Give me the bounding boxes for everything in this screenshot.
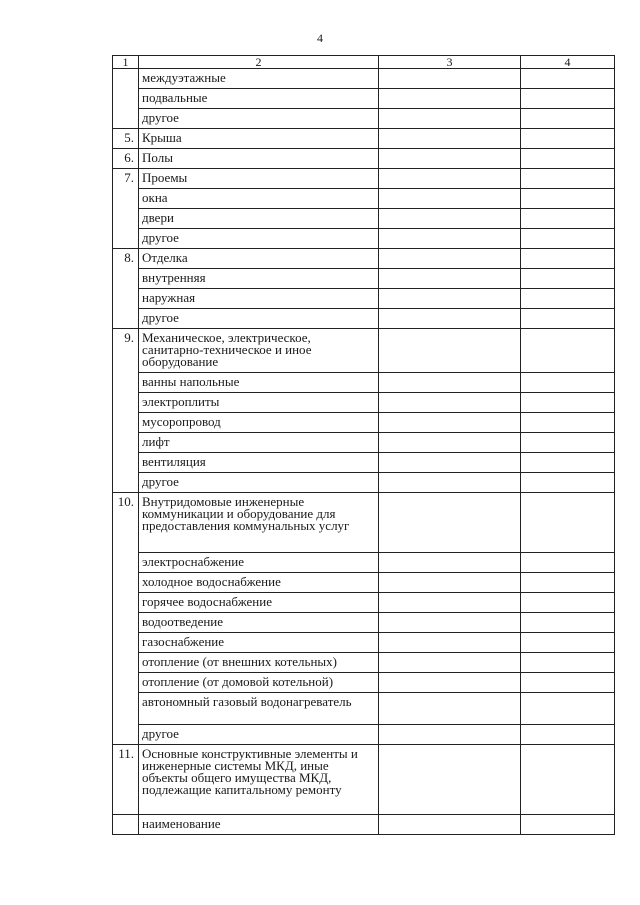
table-row <box>113 309 615 329</box>
value-cell-3[interactable] <box>379 289 521 309</box>
row-number <box>113 69 139 89</box>
table-row <box>113 169 615 189</box>
row-label: ванны напольные <box>139 373 379 393</box>
row-label: холодное водоснабжение <box>139 573 379 593</box>
value-cell-4[interactable] <box>521 493 615 553</box>
row-label: автономный газовый водонагреватель <box>139 693 379 725</box>
table-row <box>113 745 615 815</box>
table-row <box>113 815 615 835</box>
row-number <box>113 653 139 673</box>
table-row <box>113 109 615 129</box>
value-cell-4[interactable] <box>521 573 615 593</box>
row-number <box>113 89 139 109</box>
value-cell-4[interactable] <box>521 673 615 693</box>
row-label: двери <box>139 209 379 229</box>
value-cell-4[interactable] <box>521 169 615 189</box>
row-number <box>113 815 139 835</box>
row-label: другое <box>139 229 379 249</box>
table-row <box>113 453 615 473</box>
table-row <box>113 413 615 433</box>
table-row <box>113 473 615 493</box>
row-number <box>113 633 139 653</box>
row-label: другое <box>139 725 379 745</box>
row-number <box>113 393 139 413</box>
table-row <box>113 553 615 573</box>
row-number <box>113 673 139 693</box>
row-label: другое <box>139 109 379 129</box>
value-cell-3[interactable] <box>379 673 521 693</box>
value-cell-3[interactable] <box>379 149 521 169</box>
row-label: лифт <box>139 433 379 453</box>
value-cell-4[interactable] <box>521 109 615 129</box>
value-cell-4[interactable] <box>521 725 615 745</box>
header-cell-4: 4 <box>521 56 615 69</box>
row-label: вентиляция <box>139 453 379 473</box>
value-cell-3[interactable] <box>379 693 521 725</box>
row-number <box>113 473 139 493</box>
row-label: горячее водоснабжение <box>139 593 379 613</box>
value-cell-3[interactable] <box>379 169 521 189</box>
value-cell-4[interactable] <box>521 69 615 89</box>
value-cell-4[interactable] <box>521 633 615 653</box>
value-cell-4[interactable] <box>521 553 615 573</box>
row-number <box>113 413 139 433</box>
value-cell-3[interactable] <box>379 633 521 653</box>
table-row <box>113 593 615 613</box>
value-cell-4[interactable] <box>521 149 615 169</box>
table-row <box>113 653 615 673</box>
value-cell-3[interactable] <box>379 653 521 673</box>
row-number <box>113 453 139 473</box>
value-cell-3[interactable] <box>379 189 521 209</box>
header-cell-3: 3 <box>379 56 521 69</box>
value-cell-3[interactable] <box>379 69 521 89</box>
row-number: 6. <box>113 149 139 169</box>
table-row <box>113 229 615 249</box>
row-label: Полы <box>139 149 379 169</box>
value-cell-4[interactable] <box>521 433 615 453</box>
value-cell-4[interactable] <box>521 473 615 493</box>
row-number: 8. <box>113 249 139 269</box>
row-number: 5. <box>113 129 139 149</box>
value-cell-4[interactable] <box>521 329 615 373</box>
value-cell-3[interactable] <box>379 493 521 553</box>
value-cell-4[interactable] <box>521 693 615 725</box>
row-label: внутренняя <box>139 269 379 289</box>
value-cell-3[interactable] <box>379 373 521 393</box>
table-row <box>113 329 615 373</box>
row-number <box>113 725 139 745</box>
row-label: другое <box>139 473 379 493</box>
row-label: мусоропровод <box>139 413 379 433</box>
table-row <box>113 129 615 149</box>
value-cell-3[interactable] <box>379 433 521 453</box>
value-cell-3[interactable] <box>379 553 521 573</box>
row-label: электроплиты <box>139 393 379 413</box>
table-row <box>113 493 615 553</box>
value-cell-3[interactable] <box>379 89 521 109</box>
row-label: окна <box>139 189 379 209</box>
table-row <box>113 573 615 593</box>
row-number <box>113 593 139 613</box>
row-label: электроснабжение <box>139 553 379 573</box>
header-row <box>113 56 615 69</box>
value-cell-4[interactable] <box>521 393 615 413</box>
value-cell-4[interactable] <box>521 653 615 673</box>
value-cell-4[interactable] <box>521 453 615 473</box>
table-row <box>113 693 615 725</box>
form-table <box>112 55 615 835</box>
value-cell-4[interactable] <box>521 249 615 269</box>
row-number <box>113 573 139 593</box>
value-cell-4[interactable] <box>521 189 615 209</box>
row-number <box>113 373 139 393</box>
row-label: наружная <box>139 289 379 309</box>
row-label: наименование <box>139 815 379 835</box>
table-row <box>113 373 615 393</box>
row-number <box>113 693 139 725</box>
table-row <box>113 633 615 653</box>
value-cell-4[interactable] <box>521 613 615 633</box>
row-number: 7. <box>113 169 139 189</box>
row-label: отопление (от внешних котельных) <box>139 653 379 673</box>
row-number <box>113 433 139 453</box>
value-cell-3[interactable] <box>379 269 521 289</box>
table-row <box>113 289 615 309</box>
row-number: 10. <box>113 493 139 553</box>
value-cell-3[interactable] <box>379 229 521 249</box>
table-row <box>113 149 615 169</box>
value-cell-4[interactable] <box>521 89 615 109</box>
row-label: Внутридомовые инженерные коммуникации и оборудование для предоставления коммунальных услуг <box>139 493 379 553</box>
table-row <box>113 249 615 269</box>
row-number <box>113 289 139 309</box>
row-label: Отделка <box>139 249 379 269</box>
value-cell-3[interactable] <box>379 329 521 373</box>
table-row <box>113 433 615 453</box>
value-cell-4[interactable] <box>521 309 615 329</box>
row-label: газоснабжение <box>139 633 379 653</box>
table-row <box>113 393 615 413</box>
page-number: 4 <box>317 31 323 45</box>
row-label: отопление (от домовой котельной) <box>139 673 379 693</box>
value-cell-3[interactable] <box>379 593 521 613</box>
table-row <box>113 209 615 229</box>
row-label: Механическое, электрическое, санитарно-техническое и иное оборудование <box>139 329 379 373</box>
value-cell-3[interactable] <box>379 613 521 633</box>
value-cell-3[interactable] <box>379 309 521 329</box>
table-row <box>113 189 615 209</box>
table-row <box>113 613 615 633</box>
value-cell-3[interactable] <box>379 725 521 745</box>
value-cell-4[interactable] <box>521 745 615 815</box>
row-number <box>113 613 139 633</box>
value-cell-3[interactable] <box>379 573 521 593</box>
value-cell-3[interactable] <box>379 393 521 413</box>
row-number <box>113 269 139 289</box>
table-row <box>113 69 615 89</box>
table-row <box>113 673 615 693</box>
header-cell-2: 2 <box>139 56 379 69</box>
value-cell-4[interactable] <box>521 129 615 149</box>
value-cell-4[interactable] <box>521 593 615 613</box>
row-label: междуэтажные <box>139 69 379 89</box>
row-number: 11. <box>113 745 139 815</box>
row-label: Крыша <box>139 129 379 149</box>
row-number <box>113 229 139 249</box>
value-cell-4[interactable] <box>521 413 615 433</box>
value-cell-4[interactable] <box>521 373 615 393</box>
table-row <box>113 725 615 745</box>
value-cell-3[interactable] <box>379 745 521 815</box>
value-cell-3[interactable] <box>379 413 521 433</box>
table-row <box>113 89 615 109</box>
row-label: другое <box>139 309 379 329</box>
value-cell-3[interactable] <box>379 109 521 129</box>
value-cell-4[interactable] <box>521 209 615 229</box>
value-cell-3[interactable] <box>379 249 521 269</box>
value-cell-3[interactable] <box>379 129 521 149</box>
row-number <box>113 209 139 229</box>
row-label: подвальные <box>139 89 379 109</box>
value-cell-4[interactable] <box>521 229 615 249</box>
row-number <box>113 553 139 573</box>
value-cell-4[interactable] <box>521 289 615 309</box>
value-cell-3[interactable] <box>379 453 521 473</box>
value-cell-4[interactable] <box>521 815 615 835</box>
value-cell-3[interactable] <box>379 209 521 229</box>
row-number <box>113 109 139 129</box>
row-number <box>113 309 139 329</box>
value-cell-3[interactable] <box>379 815 521 835</box>
row-label: Основные конструктивные элементы и инженерные системы МКД, иные объекты общего имущества МКД, подлежащие капитальному ремонту <box>139 745 379 815</box>
row-label: водоотведение <box>139 613 379 633</box>
header-cell-1: 1 <box>113 56 139 69</box>
value-cell-3[interactable] <box>379 473 521 493</box>
value-cell-4[interactable] <box>521 269 615 289</box>
row-number: 9. <box>113 329 139 373</box>
row-label: Проемы <box>139 169 379 189</box>
row-number <box>113 189 139 209</box>
table-row <box>113 269 615 289</box>
